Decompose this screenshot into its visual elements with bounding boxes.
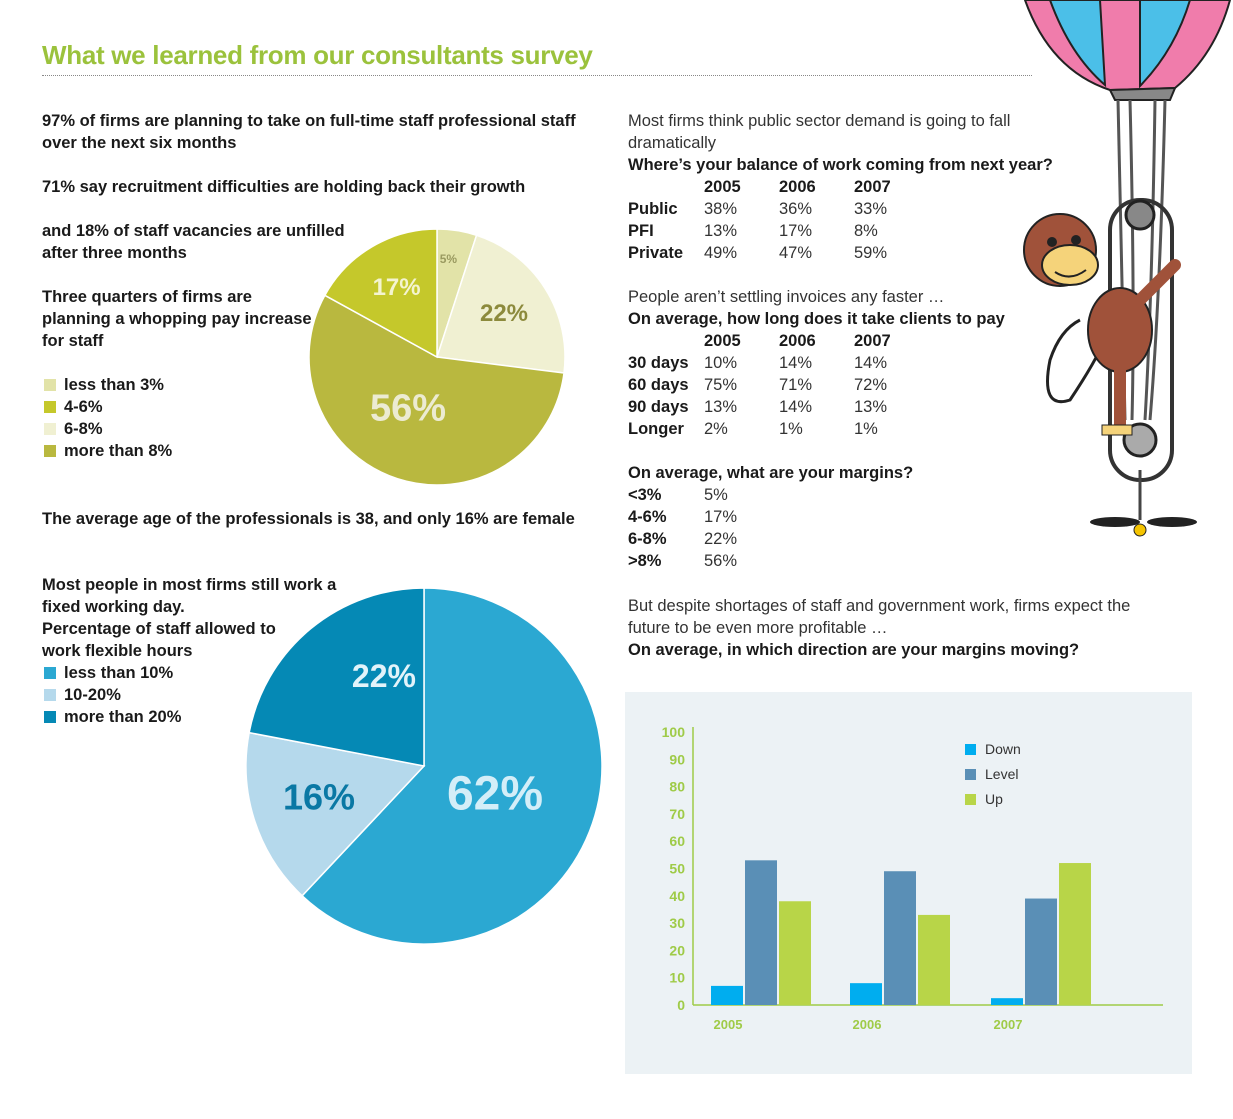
slice-label: 16% — [283, 776, 356, 818]
cell-value: 75% — [704, 376, 738, 394]
slice-label: 56% — [369, 387, 447, 430]
row-label: 30 days — [628, 354, 689, 372]
bar — [711, 986, 743, 1005]
cell-value: 5% — [704, 486, 728, 504]
stat-pay-increase: Three quarters of firms are planning a whopping pay increase for staff — [42, 288, 312, 350]
cell-value: 13% — [704, 222, 738, 240]
slice-label: 22% — [479, 299, 529, 327]
cell-value: 14% — [854, 354, 888, 372]
bar — [918, 915, 950, 1005]
margins-table — [628, 484, 737, 572]
row-label: 90 days — [628, 398, 689, 416]
row-label: >8% — [628, 552, 662, 570]
cell-value: 10% — [704, 354, 738, 372]
year-header: 2006 — [779, 332, 816, 350]
legend-swatch — [44, 711, 56, 723]
invoice-row — [628, 374, 929, 396]
margin-row — [628, 506, 737, 528]
cell-value: 1% — [779, 420, 803, 438]
legend-label: more than 8% — [64, 442, 173, 460]
cell-value: 72% — [854, 376, 888, 394]
y-tick-label: 100 — [661, 724, 685, 740]
legend-swatch — [44, 667, 56, 679]
legend-label: more than 20% — [64, 708, 182, 726]
y-tick-label: 60 — [669, 833, 685, 850]
legend-label: less than 10% — [64, 664, 174, 682]
cell-value: 8% — [854, 222, 878, 240]
balance-intro: Most firms think public sector demand is going to fall dramatically — [628, 112, 1011, 152]
margin-row — [628, 550, 737, 572]
legend-swatch — [44, 401, 56, 413]
cell-value: 17% — [779, 222, 813, 240]
row-label: PFI — [628, 222, 654, 240]
legend-label: Level — [985, 766, 1019, 782]
cell-value: 47% — [779, 244, 813, 262]
row-label: Private — [628, 244, 684, 262]
legend-swatch — [965, 794, 976, 805]
slice-label: 62% — [446, 767, 544, 821]
row-label: Public — [628, 200, 678, 218]
row-label: <3% — [628, 486, 662, 504]
table-header-row — [628, 330, 929, 352]
cell-value: 38% — [704, 200, 738, 218]
stat-average-age: The average age of the professionals is 38, and only 16% are female — [42, 510, 575, 528]
row-label: Longer — [628, 420, 684, 438]
legend-swatch — [44, 445, 56, 457]
legend-item — [44, 418, 172, 440]
y-tick-label: 20 — [669, 942, 685, 959]
header-blank — [628, 330, 704, 352]
legend-label: Down — [985, 741, 1021, 757]
slice-label: 17% — [372, 274, 421, 302]
page-title: What we learned from our consultants survey — [42, 40, 593, 70]
balance-row — [628, 242, 929, 264]
slice-label: 22% — [351, 658, 416, 695]
invoice-row — [628, 352, 929, 374]
legend-swatch — [44, 379, 56, 391]
x-tick-label: 2007 — [993, 1017, 1023, 1032]
y-tick-label: 80 — [669, 778, 685, 795]
bar — [1025, 899, 1057, 1005]
legend-label: 10-20% — [64, 686, 121, 704]
year-header: 2005 — [704, 178, 741, 196]
stat-recruitment: 71% say recruitment difficulties are holding back their growth — [42, 178, 526, 196]
margin-row — [628, 528, 737, 550]
balance-table — [628, 176, 929, 264]
stat-vacancies: and 18% of staff vacancies are unfilled after three months — [42, 222, 345, 262]
x-tick-label: 2005 — [713, 1017, 743, 1032]
direction-intro: But despite shortages of staff and government work, firms expect the future to be even more profitable … — [628, 597, 1131, 637]
balloon-monkey-illustration — [990, 0, 1233, 545]
margin-row — [628, 484, 737, 506]
row-label: 6-8% — [628, 530, 667, 548]
balance-row — [628, 220, 929, 242]
legend-swatch — [965, 744, 976, 755]
cell-value: 17% — [704, 508, 738, 526]
header-blank — [628, 176, 704, 198]
cell-value: 59% — [854, 244, 888, 262]
year-header: 2006 — [779, 178, 816, 196]
pay-increase-pie-chart — [305, 225, 570, 490]
legend-swatch — [965, 769, 976, 780]
cell-value: 2% — [704, 420, 728, 438]
year-header: 2005 — [704, 332, 741, 350]
margin-direction-chart-panel — [625, 692, 1192, 1074]
flex-legend — [44, 662, 181, 728]
balance-row — [628, 198, 929, 220]
pay-legend — [44, 374, 172, 462]
direction-question: On average, in which direction are your margins moving? — [628, 641, 1080, 659]
bar — [884, 871, 916, 1005]
legend-item — [44, 396, 172, 418]
flexible-hours-pie-chart — [243, 585, 605, 947]
cell-value: 36% — [779, 200, 813, 218]
y-tick-label: 10 — [669, 969, 685, 986]
bar — [745, 860, 777, 1005]
legend-swatch — [44, 689, 56, 701]
title-divider — [42, 75, 1032, 76]
year-header: 2007 — [854, 178, 891, 196]
cell-value: 22% — [704, 530, 738, 548]
legend-label: Up — [985, 791, 1003, 807]
cell-value: 13% — [704, 398, 738, 416]
cell-value: 14% — [779, 398, 813, 416]
bar — [779, 901, 811, 1005]
row-label: 60 days — [628, 376, 689, 394]
bar — [991, 998, 1023, 1005]
stat-flexible-hours: Percentage of staff allowed to work flexible hours — [42, 620, 276, 660]
year-header: 2007 — [854, 332, 891, 350]
y-tick-label: 0 — [677, 997, 685, 1013]
cell-value: 56% — [704, 552, 738, 570]
margins-question: On average, what are your margins? — [628, 464, 914, 482]
legend-item — [44, 706, 181, 728]
y-tick-label: 70 — [669, 805, 685, 822]
invoice-table — [628, 330, 929, 440]
margin-direction-bar-chart — [625, 692, 1192, 1074]
table-header-row — [628, 176, 929, 198]
legend-item — [44, 440, 172, 462]
cell-value: 13% — [854, 398, 888, 416]
balance-question: Where’s your balance of work coming from next year? — [628, 156, 1053, 174]
legend-label: 6-8% — [64, 420, 103, 438]
row-label: 4-6% — [628, 508, 667, 526]
legend-item — [44, 374, 172, 396]
y-tick-label: 50 — [669, 860, 685, 877]
bar — [1059, 863, 1091, 1005]
legend-swatch — [44, 423, 56, 435]
y-tick-label: 40 — [669, 887, 685, 904]
bar — [850, 983, 882, 1005]
legend-item — [44, 662, 181, 684]
x-tick-label: 2006 — [852, 1017, 882, 1032]
slice-label: 5% — [439, 252, 458, 267]
legend-label: less than 3% — [64, 376, 164, 394]
cell-value: 71% — [779, 376, 813, 394]
invoice-intro: People aren’t settling invoices any faster … — [628, 288, 945, 306]
balloon-icon — [1025, 0, 1230, 100]
y-tick-label: 90 — [669, 751, 685, 768]
invoice-row — [628, 396, 929, 418]
stat-hiring: 97% of firms are planning to take on full-time staff professional staff over the next six months — [42, 112, 576, 152]
cell-value: 49% — [704, 244, 738, 262]
cell-value: 33% — [854, 200, 888, 218]
legend-label: 4-6% — [64, 398, 103, 416]
legend-item — [44, 684, 181, 706]
invoice-question: On average, how long does it take clients to pay — [628, 310, 1005, 328]
stat-fixed-day: Most people in most firms still work a fixed working day. — [42, 576, 337, 616]
cell-value: 1% — [854, 420, 878, 438]
y-tick-label: 30 — [669, 915, 685, 932]
invoice-row — [628, 418, 929, 440]
cell-value: 14% — [779, 354, 813, 372]
